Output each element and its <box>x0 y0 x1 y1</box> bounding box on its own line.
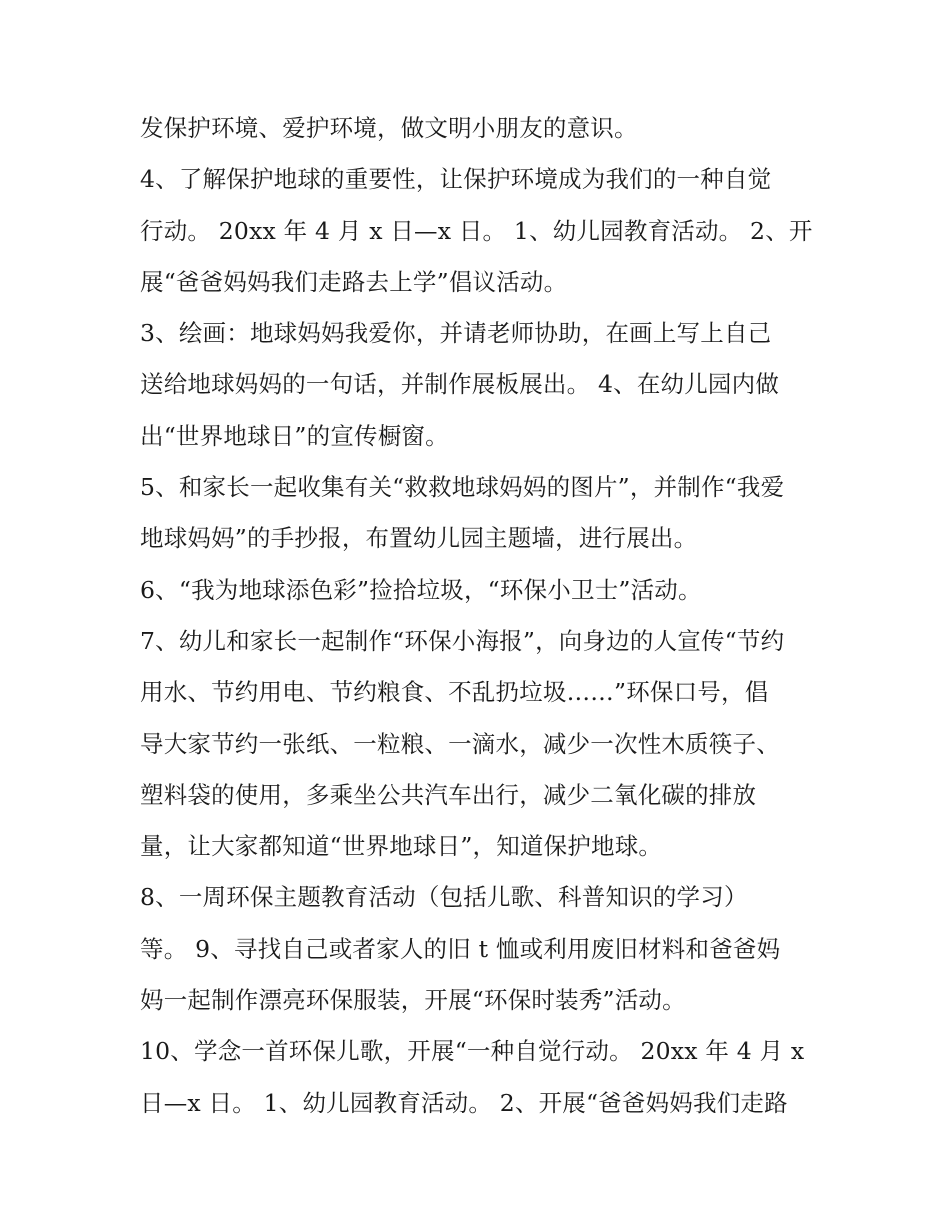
text-line: 用水、节约用电、节约粮食、不乱扔垃圾……”环保口号，倡 <box>140 678 769 707</box>
text-line: 8、一周环保主题教育活动（包括儿歌、科普知识的学习） <box>140 883 748 912</box>
text-line: 送给地球妈妈的一句话，并制作展板展出。 4、在幼儿园内做 <box>140 370 780 399</box>
text-line: 妈一起制作漂亮环保服装，开展“环保时装秀”活动。 <box>140 986 686 1015</box>
text-line: 塑料袋的使用，多乘坐公共汽车出行，减少二氧化碳的排放 <box>140 780 757 809</box>
body-text <box>140 103 820 1129</box>
text-line: 地球妈妈”的手抄报，布置幼儿园主题墙，进行展出。 <box>140 524 698 553</box>
text-line: 10、学念一首环保儿歌，开展“一种自觉行动。 20xx 年 4 月 x <box>140 1037 805 1066</box>
text-line: 6、“我为地球添色彩”捡拾垃圾，“环保小卫士”活动。 <box>140 575 702 604</box>
text-line: 日—x 日。 1、幼儿园教育活动。 2、开展“爸爸妈妈我们走路 <box>140 1088 788 1117</box>
text-line: 5、和家长一起收集有关“救救地球妈妈的图片”，并制作“我爱 <box>140 473 785 502</box>
text-line: 行动。 20xx 年 4 月 x 日—x 日。 1、幼儿园教育活动。 2、开 <box>140 216 813 245</box>
text-line: 展“爸爸妈妈我们走路去上学”倡议活动。 <box>140 267 568 296</box>
text-line: 3、绘画：地球妈妈我爱你，并请老师协助，在画上写上自己 <box>140 319 772 348</box>
text-line: 发保护环境、爱护环境，做文明小朋友的意识。 <box>140 114 638 142</box>
text-line: 出“世界地球日”的宣传橱窗。 <box>140 421 449 450</box>
text-line: 导大家节约一张纸、一粒粮、一滴水，减少一次性木质筷子、 <box>140 729 780 758</box>
text-line: 7、幼儿和家长一起制作“环保小海报”，向身边的人宣传“节约 <box>140 626 785 655</box>
text-line: 量，让大家都知道“世界地球日”，知道保护地球。 <box>140 832 663 861</box>
text-line: 4、了解保护地球的重要性，让保护环境成为我们的一种自觉 <box>140 165 772 194</box>
text-line: 等。 9、寻找自己或者家人的旧 t 恤或利用废旧材料和爸爸妈 <box>140 934 781 963</box>
